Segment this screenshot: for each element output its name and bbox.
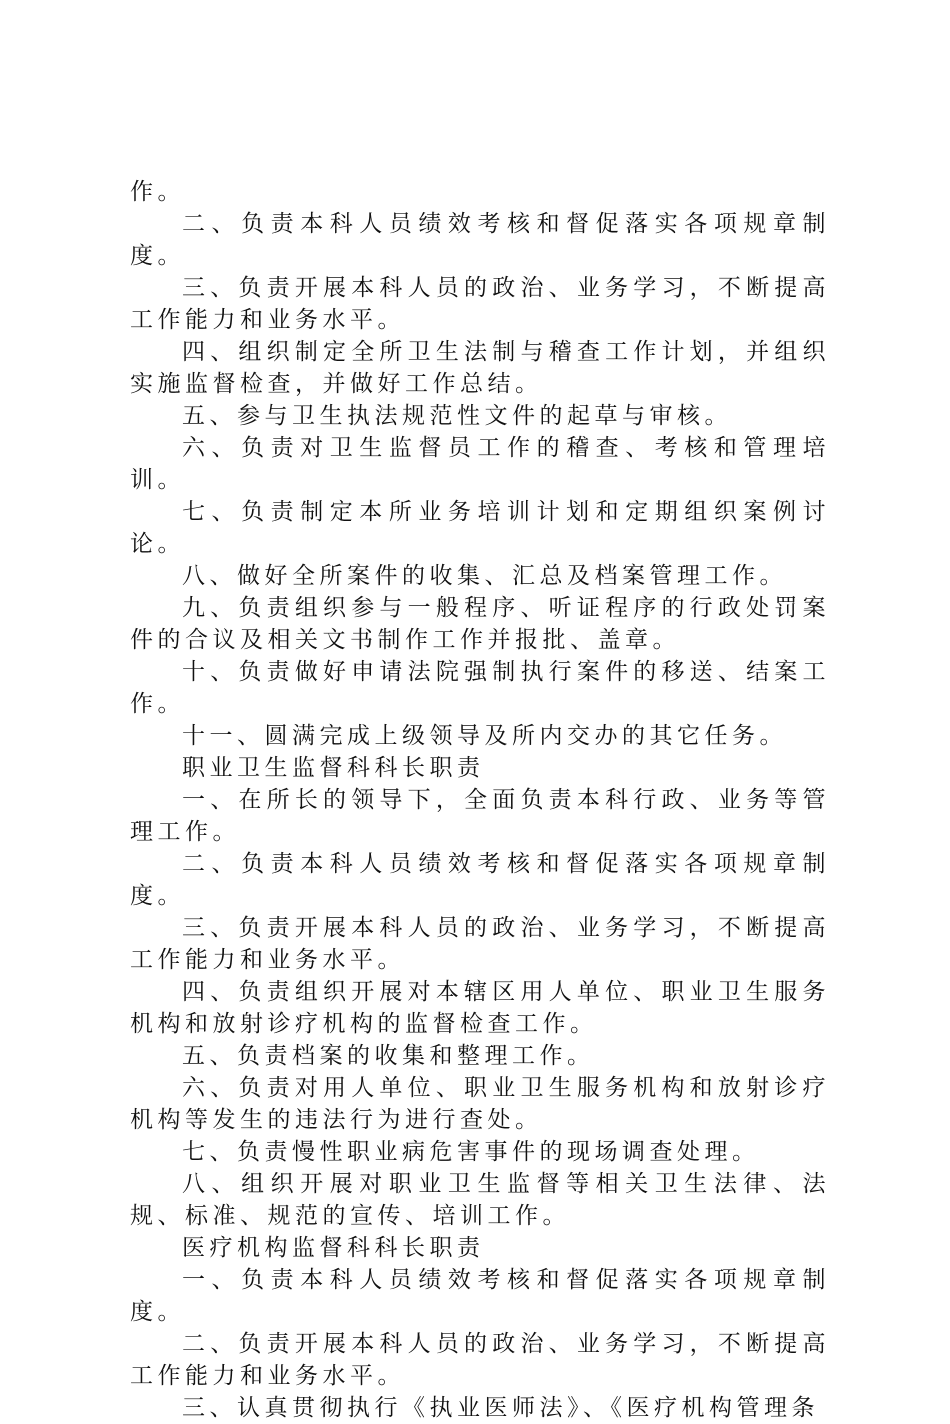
section-heading: 医疗机构监督科科长职责 (182, 1235, 485, 1261)
paragraph-item: 二、负责开展本科人员的政治、业务学习，不断提高工作能力和业务水平。 (130, 1331, 830, 1389)
paragraph-item: 六、负责对卫生监督员工作的稽查、考核和管理培训。 (130, 435, 830, 493)
paragraph-item: 五、参与卫生执法规范性文件的起草与审核。 (182, 403, 732, 429)
paragraph-item: 八、做好全所案件的收集、汇总及档案管理工作。 (182, 563, 787, 589)
paragraph-item: 二、负责本科人员绩效考核和督促落实各项规章制度。 (130, 211, 830, 269)
paragraph-item: 一、负责本科人员绩效考核和督促落实各项规章制度。 (130, 1267, 830, 1325)
paragraph-continuation: 作。 (130, 179, 185, 205)
paragraph-item: 二、负责本科人员绩效考核和督促落实各项规章制度。 (130, 851, 830, 909)
paragraph-item: 九、负责组织参与一般程序、听证程序的行政处罚案件的合议及相关文书制作工作并报批、盖章。 (130, 595, 830, 653)
paragraph-item: 五、负责档案的收集和整理工作。 (182, 1043, 595, 1069)
paragraph-item: 四、负责组织开展对本辖区用人单位、职业卫生服务机构和放射诊疗机构的监督检查工作。 (130, 979, 830, 1037)
section-heading: 职业卫生监督科科长职责 (182, 755, 485, 781)
paragraph-item: 八、组织开展对职业卫生监督等相关卫生法律、法规、标准、规范的宣传、培训工作。 (130, 1171, 830, 1229)
paragraph-item: 十一、圆满完成上级领导及所内交办的其它任务。 (182, 723, 787, 749)
paragraph-item: 一、在所长的领导下，全面负责本科行政、业务等管理工作。 (130, 787, 830, 845)
paragraph-item: 三、认真贯彻执行《执业医师法》、《医疗机构管理条 (182, 1395, 819, 1421)
paragraph-item: 三、负责开展本科人员的政治、业务学习，不断提高工作能力和业务水平。 (130, 275, 830, 333)
paragraph-item: 六、负责对用人单位、职业卫生服务机构和放射诊疗机构等发生的违法行为进行查处。 (130, 1075, 830, 1133)
paragraph-item: 四、组织制定全所卫生法制与稽查工作计划，并组织实施监督检查，并做好工作总结。 (130, 339, 830, 397)
document-body (130, 176, 830, 1424)
paragraph-item: 十、负责做好申请法院强制执行案件的移送、结案工作。 (130, 659, 830, 717)
paragraph-item: 三、负责开展本科人员的政治、业务学习，不断提高工作能力和业务水平。 (130, 915, 830, 973)
paragraph-item: 七、负责制定本所业务培训计划和定期组织案例讨论。 (130, 499, 830, 557)
paragraph-item: 七、负责慢性职业病危害事件的现场调查处理。 (182, 1139, 760, 1165)
